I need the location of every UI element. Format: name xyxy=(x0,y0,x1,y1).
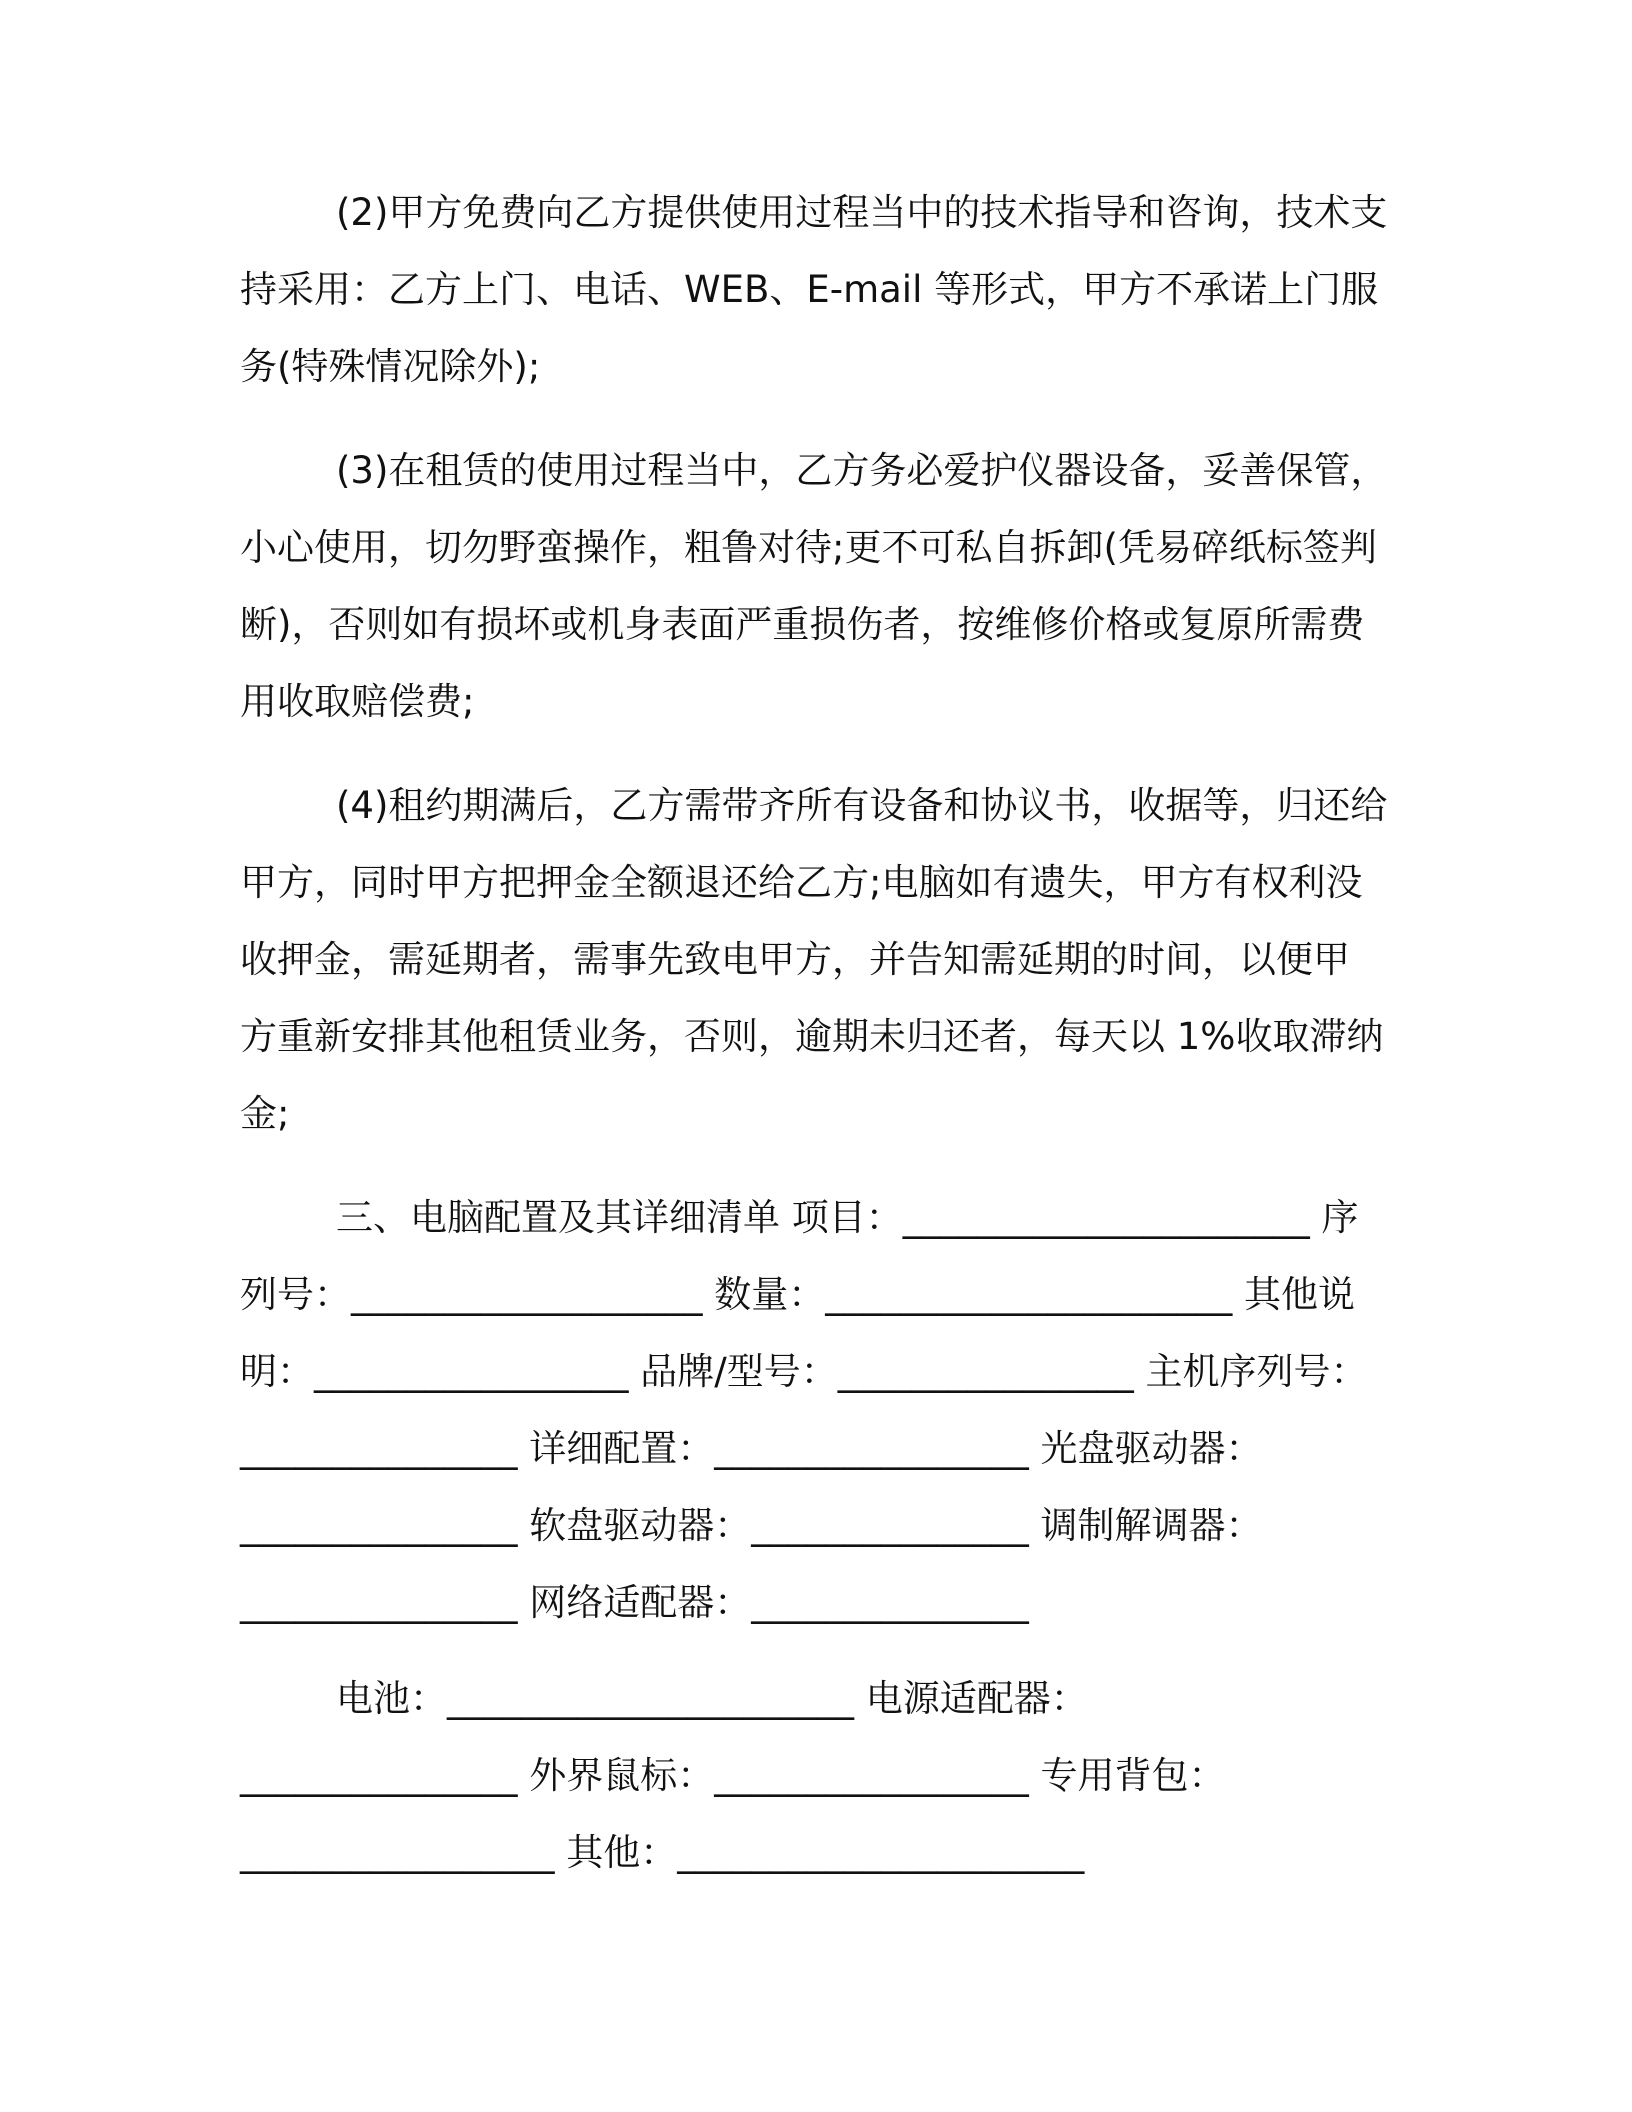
clause-2-line-3: 务(特殊情况除外); xyxy=(240,345,541,388)
clause-2-line-2: 持采用：乙方上门、电话、WEB、E-mail 等形式，甲方不承诺上门服 xyxy=(240,268,1379,311)
accessories-line-2: _______________ 外界鼠标：_________________ 专用背包： xyxy=(240,1754,1226,1797)
accessories-line-3: _________________ 其他：______________________ xyxy=(240,1831,1085,1874)
clause-4-line-1: (4)租约期满后，乙方需带齐所有设备和协议书，收据等，归还给 xyxy=(336,784,1388,827)
config-line-1: 三、电脑配置及其详细清单 项目：______________________ 序 xyxy=(336,1196,1359,1239)
clause-3-line-2: 小心使用，切勿野蛮操作，粗鲁对待;更不可私自拆卸(凭易碎纸标签判 xyxy=(240,526,1377,569)
clause-3-line-4: 用收取赔偿费; xyxy=(240,680,475,723)
config-line-4: _______________ 详细配置：_________________ 光盘驱动器： xyxy=(240,1427,1263,1470)
config-line-5: _______________ 软盘驱动器：_______________ 调制解调器： xyxy=(240,1504,1263,1547)
clause-4-line-3: 收押金，需延期者，需事先致电甲方，并告知需延期的时间，以便甲 xyxy=(240,938,1350,981)
clause-3-line-1: (3)在租赁的使用过程当中，乙方务必爱护仪器设备，妥善保管， xyxy=(336,449,1388,492)
clause-2-line-1: (2)甲方免费向乙方提供使用过程当中的技术指导和咨询，技术支 xyxy=(336,191,1388,234)
clause-4-line-5: 金; xyxy=(240,1092,290,1135)
clause-4-line-4: 方重新安排其他租赁业务，否则，逾期未归还者，每天以 1%收取滞纳 xyxy=(240,1015,1384,1058)
clause-4-line-2: 甲方，同时甲方把押金全额退还给乙方;电脑如有遗失，甲方有权利没 xyxy=(240,861,1363,904)
accessories-line-1: 电池：______________________ 电源适配器： xyxy=(336,1677,1088,1720)
clause-3-line-3: 断)，否则如有损坏或机身表面严重损伤者，按维修价格或复原所需费 xyxy=(240,603,1365,646)
config-line-3: 明：_________________ 品牌/型号：________________ 主机序列号： xyxy=(240,1350,1368,1393)
config-line-6: _______________ 网络适配器：_______________ xyxy=(240,1581,1029,1624)
config-line-2: 列号：___________________ 数量：______________________ 其他说 xyxy=(240,1273,1356,1316)
